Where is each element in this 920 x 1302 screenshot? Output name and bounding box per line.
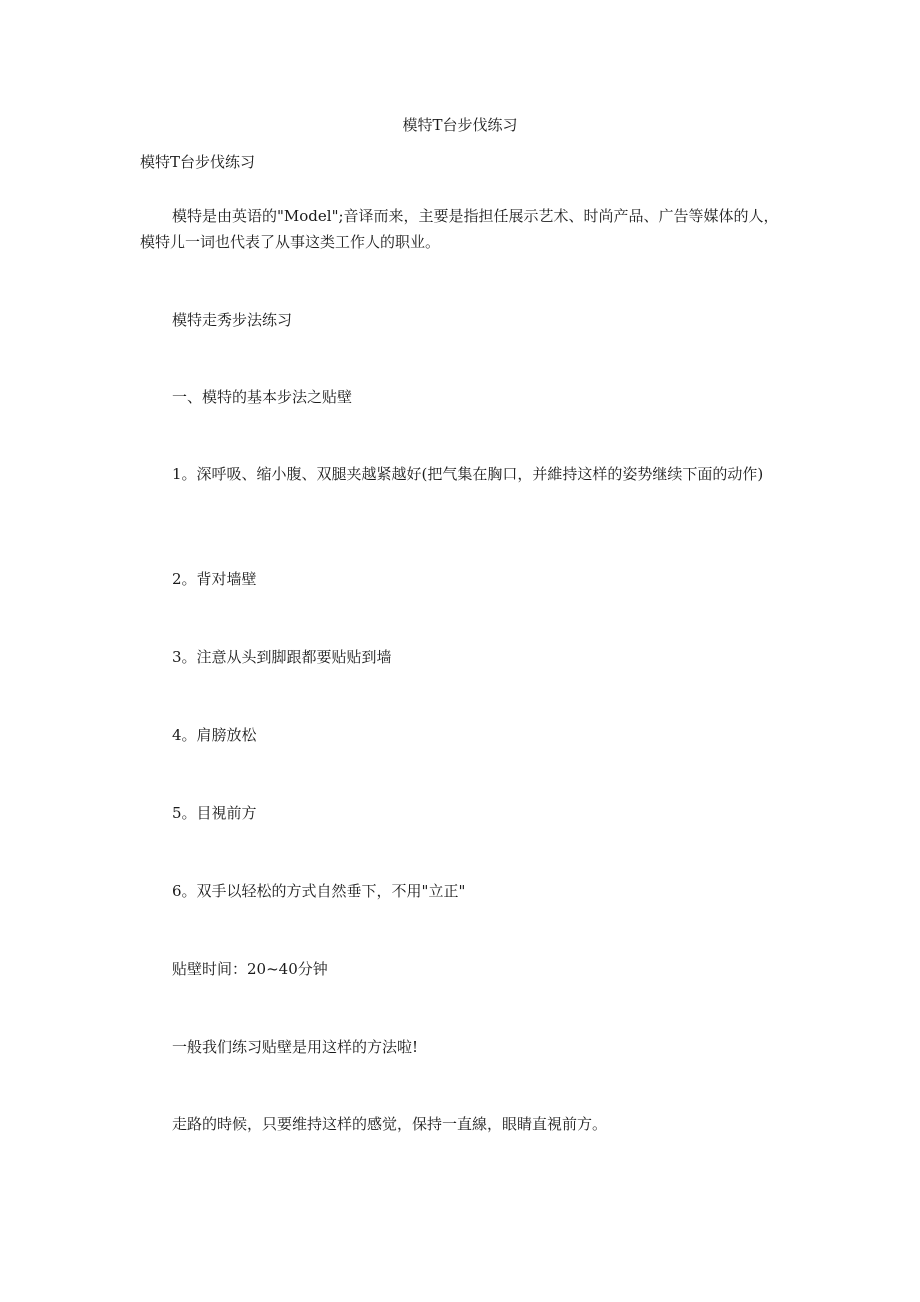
step-4: 4。肩膀放松 (172, 726, 257, 744)
duration-text: 贴壁时间：20~40分钟 (172, 960, 328, 978)
step-2: 2。背对墙壁 (172, 570, 257, 588)
step-5: 5。目視前方 (172, 804, 257, 822)
step-3: 3。注意从头到脚跟都要贴贴到墙 (172, 648, 392, 666)
document-subtitle: 模特T台步伐练习 (140, 153, 256, 171)
step-6: 6。双手以轻松的方式自然垂下，不用"立正" (172, 882, 466, 900)
step-1: 1。深呼吸、缩小腹、双腿夹越紧越好(把气集在胸口，并維持这样的姿势继续下面的动作) (172, 465, 764, 483)
part-heading: 一、模特的基本步法之贴壁 (172, 388, 353, 406)
intro-paragraph: 模特是由英语的"Model";音译而来，主要是指担任展示艺术、时尚产品、广告等媒体的人，模特儿一词也代表了从事这类工作人的职业。 (140, 207, 779, 251)
walking-tip: 走路的時候，只要维持这样的感觉，保持一直線，眼睛直視前方。 (172, 1115, 608, 1133)
document-title: 模特T台步伐练习 (402, 116, 518, 134)
practice-note: 一般我们练习贴壁是用这样的方法啦! (172, 1038, 419, 1056)
section-heading: 模特走秀步法练习 (172, 311, 293, 329)
